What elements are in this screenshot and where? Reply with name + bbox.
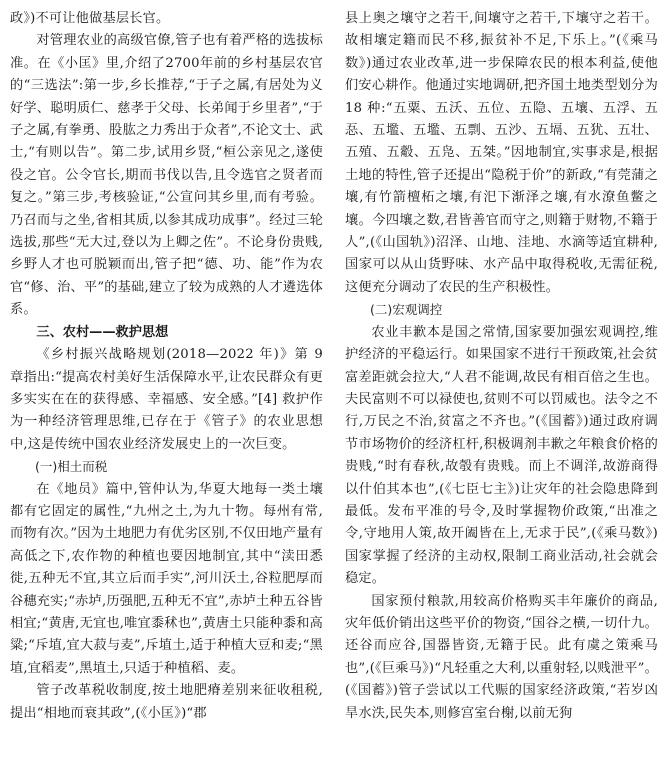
paragraph-macro-control: 农业丰歉本是国之常情,国家要加强宏观调控,维护经济的平稳运行。如果国家不进行干预政策,社会贫富差距就会拉大,“人君不能调,故民有相百倍之生也。夫民富则不可以禄使也,贫则不可以罚威也。法令之不行,万民之不治,贫富之不齐也。”(《国蓄》)通过政府调节市场物价的经济杠杆,积极调剂丰歉之年粮食价格的贵贱,“时有春秋,故彀有贵贱。而上不调洋,故游商得以什伯其本也”,(《七臣七主》)让灾年的社会隐患降到最低。发布平准的号令,及时掌握物价政策,“出准之令,守地用人策,故开阖皆在上,无求于民”,(《乘马数》)国家掌握了经济的主动权,限制工商业活动,社会就会稳定。 [345, 324, 658, 587]
subsection-heading: (二)宏观调控 [370, 302, 443, 318]
paragraph: 政》)不可让他做基层长官。 [10, 11, 170, 26]
paragraph-soil-types: 在《地员》篇中,管仲认为,华夏大地每一类土壤都有它固定的属性,“九州之土,为九十物。每州有常,而物有次。”因为土地肥力有优劣区别,不仅田地产量有高低之下,农作物的种植也要因地制宜,其中“渎田悉徙,五种无不宜,其立后而手实”,河川沃土,谷粒肥厚而谷穗充实;“赤垆,历强肥,五种无不宜”,赤垆土种五谷皆相宜;“黄唐,无宜也,唯宜黍秫也”,黄唐土只能种黍和高粱;“斥埴,宜大菽与麦”,斥埴土,适于种植大豆和麦;“黑埴,宜稻麦”,黑埴土,只适于种植稻、麦。 [10, 481, 323, 676]
paragraph-land-classification: 县上奥之壤守之若干,间壤守之若干,下壤守之若干。故相壤定籍而民不移,振贫补不足,下乐上。”(《乘马数》)通过农业改革,进一步保障农民的根本利益,使他们安心耕作。他通过实地调研,把齐国土地类型划分为 18 种:“五粟、五沃、五位、五隐、五壤、五浮、五忢、五壏、五壏、五剽、五沙、五塥、五犹、五壮、五殖、五觳、五凫、五桀。”因地制宜,实事求是,根据土地的特性,管子还提出“隐税于价”的新政,“有莞蒲之壤,有竹箭檀柘之壤,有汜下渐泽之壤,有水潦鱼鳖之壤。今四壤之数,君皆善官而守之,则籍于财物,不籍于人”,(《山国轨》)沼泽、山地、洼地、水滴等适宜耕种,国家可以从山货野味、水产品中取得税收,无需征税,这便充分调动了农民的生产积极性。 [345, 11, 658, 295]
section-heading: 三、农村——救护思想 [36, 324, 169, 340]
left-column [10, 8, 323, 725]
paragraph-grain-purchase: 国家预付粮款,用较高价格购买丰年廉价的商品,灾年低价销出这些平价的物资,“国谷之横,一切什九。还谷而应谷,国器皆资,无籍于民。此有虞之策乘马也”,(《巨乘马》)“凡轻重之大利,以重射轻,以贱泄平”。(《国蓄》)管子尝试以工代赈的国家经济政策,“若岁凶旱水泆,民失本,则修宫室台榭,以前无狗 [345, 593, 658, 721]
paragraph-official-selection: 对管理农业的高级官僚,管子也有着严格的选拔标准。在《小匡》里,介绍了2700年前的乡村基层农官的“三选法”:第一步,乡长推荐,“于子之属,有居处为义好学、聪明质仁、慈孝于父母、长弟闻于乡里者”,“于子之属,有拳勇、股肱之力秀出于众者”,不论文士、武士,“有则以告”。第二步,试用乡贤,“桓公亲见之,遂使役之官。公令官长,期而书伐以告,且令选官之贤者而复之。”第三步,考核验证,“公宣问其乡里,而有考验。乃召而与之坐,省相其质,以参其成功成事”。经过三轮选拔,那些“无大过,登以为上卿之佐”。不论身份贵贱,乡野人才也可脱颖而出,管子把“德、功、能”作为农官“修、治、平”的基础,建立了较为成熟的人才遴选体系。 [10, 33, 323, 318]
subsection-heading: (一)相土而税 [35, 459, 108, 475]
paragraph-rural-rescue: 《乡村振兴战略规划(2018—2022 年)》第 9 章指出:“提高农村美好生活保障水平,让农民群众有更多实实在在的获得感、幸福感、安全感。”[4] 救护作为一种经济管理思维,已存在于《管子》的农业思想中,这是传统中国农业经济发展史上的一次巨变。 [10, 347, 323, 452]
paragraph-tax-reform: 管子改革税收制度,按土地肥瘠差别来征收租税,提出“相地而衰其政”,(《小匡》)“郡 [10, 683, 323, 721]
right-column [345, 8, 658, 725]
